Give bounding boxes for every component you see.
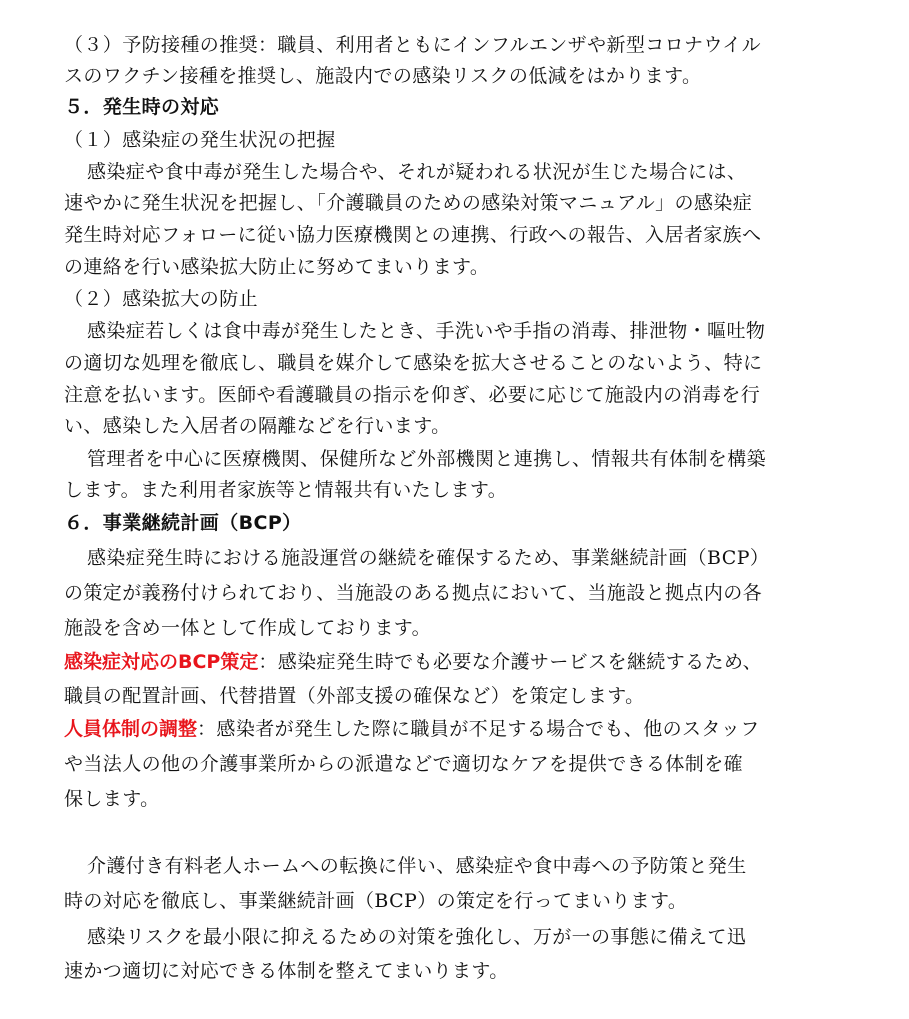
text-line: 発生時対応フォローに従い協力医療機関との連携、行政への報告、入居者家族へ [64,224,762,246]
text-line: 施設を含め一体として作成しております。 [64,617,432,639]
text-line: （３）予防接種の推奨：職員、利用者ともにインフルエンザや新型コロナウイル [64,34,762,56]
text-line: 時の対応を徹底し、事業継続計画（BCP）の策定を行ってまいります。 [64,890,688,912]
text-line: の策定が義務付けられており、当施設のある拠点において、当施設と拠点内の各 [64,582,763,604]
text-line: します。また利用者家族等と情報共有いたします。 [64,479,508,501]
text-line: 管理者を中心に医療機関、保健所など外部機関と連携し、情報共有体制を構築 [87,448,767,470]
text-line: 感染症若しくは食中毒が発生したとき、手洗いや手指の消毒、排泄物・嘔吐物 [87,320,766,342]
text-line: 感染症や食中毒が発生した場合や、それが疑われる状況が生じた場合には、 [87,161,747,183]
section-heading: ５．発生時の対応 [64,96,220,118]
text-line: 感染症発生時における施設運営の継続を確保するため、事業継続計画（BCP） [87,547,770,569]
bcp-item-line [64,650,762,674]
staff-item-label: 人員体制の調整 [64,718,198,740]
staff-item-line [64,717,760,741]
subsection-heading: （２）感染拡大の防止 [64,288,259,310]
text-line: の適切な処理を徹底し、職員を媒介して感染を拡大させることのないよう、特に [64,352,763,374]
section-heading: ６．事業継続計画（BCP） [64,512,302,534]
text-line: 職員の配置計画、代替措置（外部支援の確保など）を策定します。 [64,685,645,707]
text-line: い、感染した入居者の隔離などを行います。 [64,415,451,437]
text-line: 感染リスクを最小限に抑えるための対策を強化し、万が一の事態に備えて迅 [87,926,747,948]
text-line: 速かつ適切に対応できる体制を整えてまいります。 [64,960,509,982]
text-line: 注意を払います。医師や看護職員の指示を仰ぎ、必要に応じて施設内の消毒を行 [64,384,761,406]
text-line: や当法人の他の介護事業所からの派遣などで適切なケアを提供できる体制を確 [64,753,744,775]
staff-item-text: ：感染者が発生した際に職員が不足する場合でも、他のスタッフ [197,718,760,740]
subsection-heading: （１）感染症の発生状況の把握 [64,129,336,151]
text-line: スのワクチン接種を推奨し、施設内での感染リスクの低減をはかります。 [64,65,702,87]
text-line: 介護付き有料老人ホームへの転換に伴い、感染症や食中毒への予防策と発生 [87,855,747,877]
bcp-item-label: 感染症対応のBCP策定 [64,651,259,673]
text-line: 速やかに発生状況を把握し、「介護職員のための感染対策マニュアル」の感染症 [64,192,753,214]
bcp-item-text: ：感染症発生時でも必要な介護サービスを継続するため、 [258,651,763,673]
text-line: の連絡を行い感染拡大防止に努めてまいります。 [64,256,490,278]
text-line: 保します。 [64,788,160,810]
